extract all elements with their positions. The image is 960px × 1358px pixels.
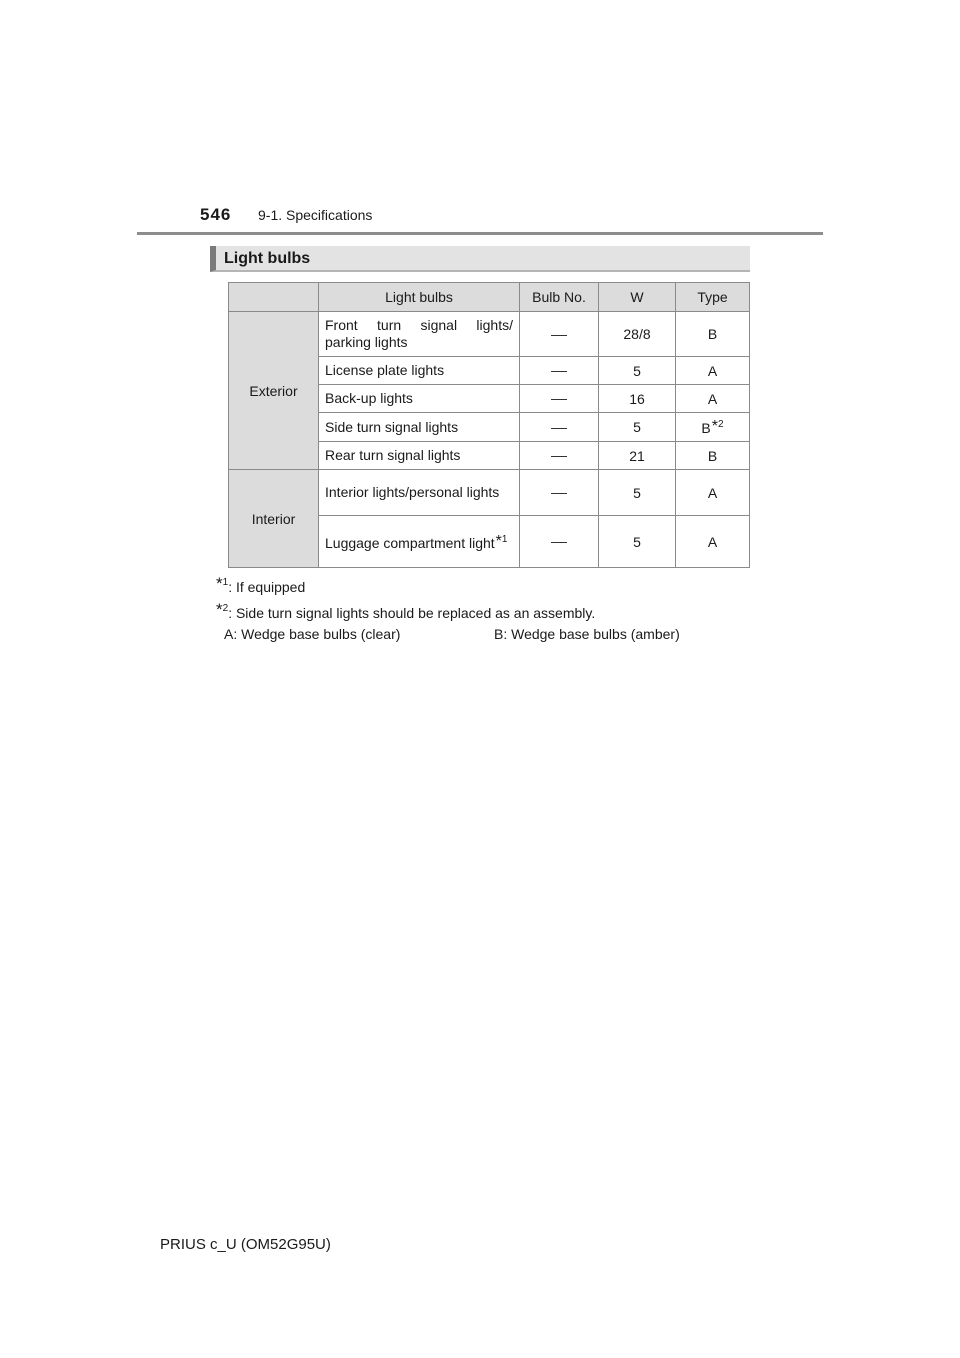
column-header-w: W — [599, 283, 676, 312]
bulb-number — [520, 357, 599, 385]
footnote-mark: 1 — [222, 577, 229, 588]
footnote-ref: 1 — [501, 534, 508, 545]
wattage: 28/8 — [599, 312, 676, 357]
heading-text: Light bulbs — [224, 250, 311, 267]
bulb-name: Interior lights/personal lights — [319, 470, 520, 516]
bulb-number — [520, 413, 599, 442]
dash-mark — [551, 371, 567, 372]
wattage: 5 — [599, 470, 676, 516]
bulb-type: B — [676, 312, 750, 357]
legend-type-b: B: Wedge base bulbs (amber) — [494, 626, 680, 642]
table-row — [229, 312, 750, 357]
page-header — [200, 205, 372, 225]
category-exterior: Exterior — [229, 312, 319, 470]
page-footer: PRIUS c_U (OM52G95U) — [160, 1236, 331, 1253]
wattage: 5 — [599, 413, 676, 442]
legend-type-a: A: Wedge base bulbs (clear) — [224, 626, 401, 642]
wattage: 5 — [599, 516, 676, 568]
table-row — [229, 470, 750, 516]
bulb-name — [319, 516, 520, 568]
bulb-name: Side turn signal lights — [319, 413, 520, 442]
section-heading — [210, 246, 750, 272]
bulb-type: B — [676, 442, 750, 470]
column-header-blank — [229, 283, 319, 312]
wattage: 5 — [599, 357, 676, 385]
asterisk-mark: * — [216, 574, 223, 593]
wattage: 21 — [599, 442, 676, 470]
dash-mark — [551, 428, 567, 429]
bulb-name-text: Luggage compartment light — [325, 535, 495, 551]
asterisk-mark: * — [216, 600, 223, 619]
bulb-type: A — [676, 516, 750, 568]
footnote-1 — [216, 574, 305, 595]
bulb-name: License plate lights — [319, 357, 520, 385]
footnote-text: : Side turn signal lights should be replaced as an assembly. — [228, 605, 596, 621]
table-header-row — [229, 283, 750, 312]
bulb-number — [520, 442, 599, 470]
section-title: 9-1. Specifications — [258, 207, 373, 223]
asterisk-mark: * — [711, 418, 718, 435]
column-header-type: Type — [676, 283, 750, 312]
footnote-ref: 2 — [718, 419, 724, 430]
bulb-number — [520, 312, 599, 357]
header-divider — [137, 232, 823, 235]
page-number: 546 — [200, 205, 232, 224]
bulb-type: A — [676, 357, 750, 385]
bulb-number — [520, 516, 599, 568]
bulb-name: Back-up lights — [319, 385, 520, 413]
light-bulbs-table — [228, 282, 750, 568]
footnote-mark: 2 — [222, 603, 229, 614]
bulb-type — [676, 413, 750, 442]
dash-mark — [551, 542, 567, 543]
column-header-light-bulbs: Light bulbs — [319, 283, 520, 312]
bulb-number — [520, 470, 599, 516]
footnote-2 — [216, 600, 595, 621]
footnote-text: : If equipped — [228, 579, 306, 595]
bulb-name: Front turn signal lights/ parking lights — [319, 312, 520, 357]
asterisk-mark: * — [495, 533, 502, 550]
category-interior: Interior — [229, 470, 319, 568]
dash-mark — [551, 493, 567, 494]
bulb-type: A — [676, 385, 750, 413]
bulb-type-value: B — [701, 420, 711, 436]
dash-mark — [551, 456, 567, 457]
bulb-name: Rear turn signal lights — [319, 442, 520, 470]
bulb-number — [520, 385, 599, 413]
bulb-type: A — [676, 470, 750, 516]
wattage: 16 — [599, 385, 676, 413]
column-header-bulb-no: Bulb No. — [520, 283, 599, 312]
dash-mark — [551, 399, 567, 400]
dash-mark — [551, 335, 567, 336]
